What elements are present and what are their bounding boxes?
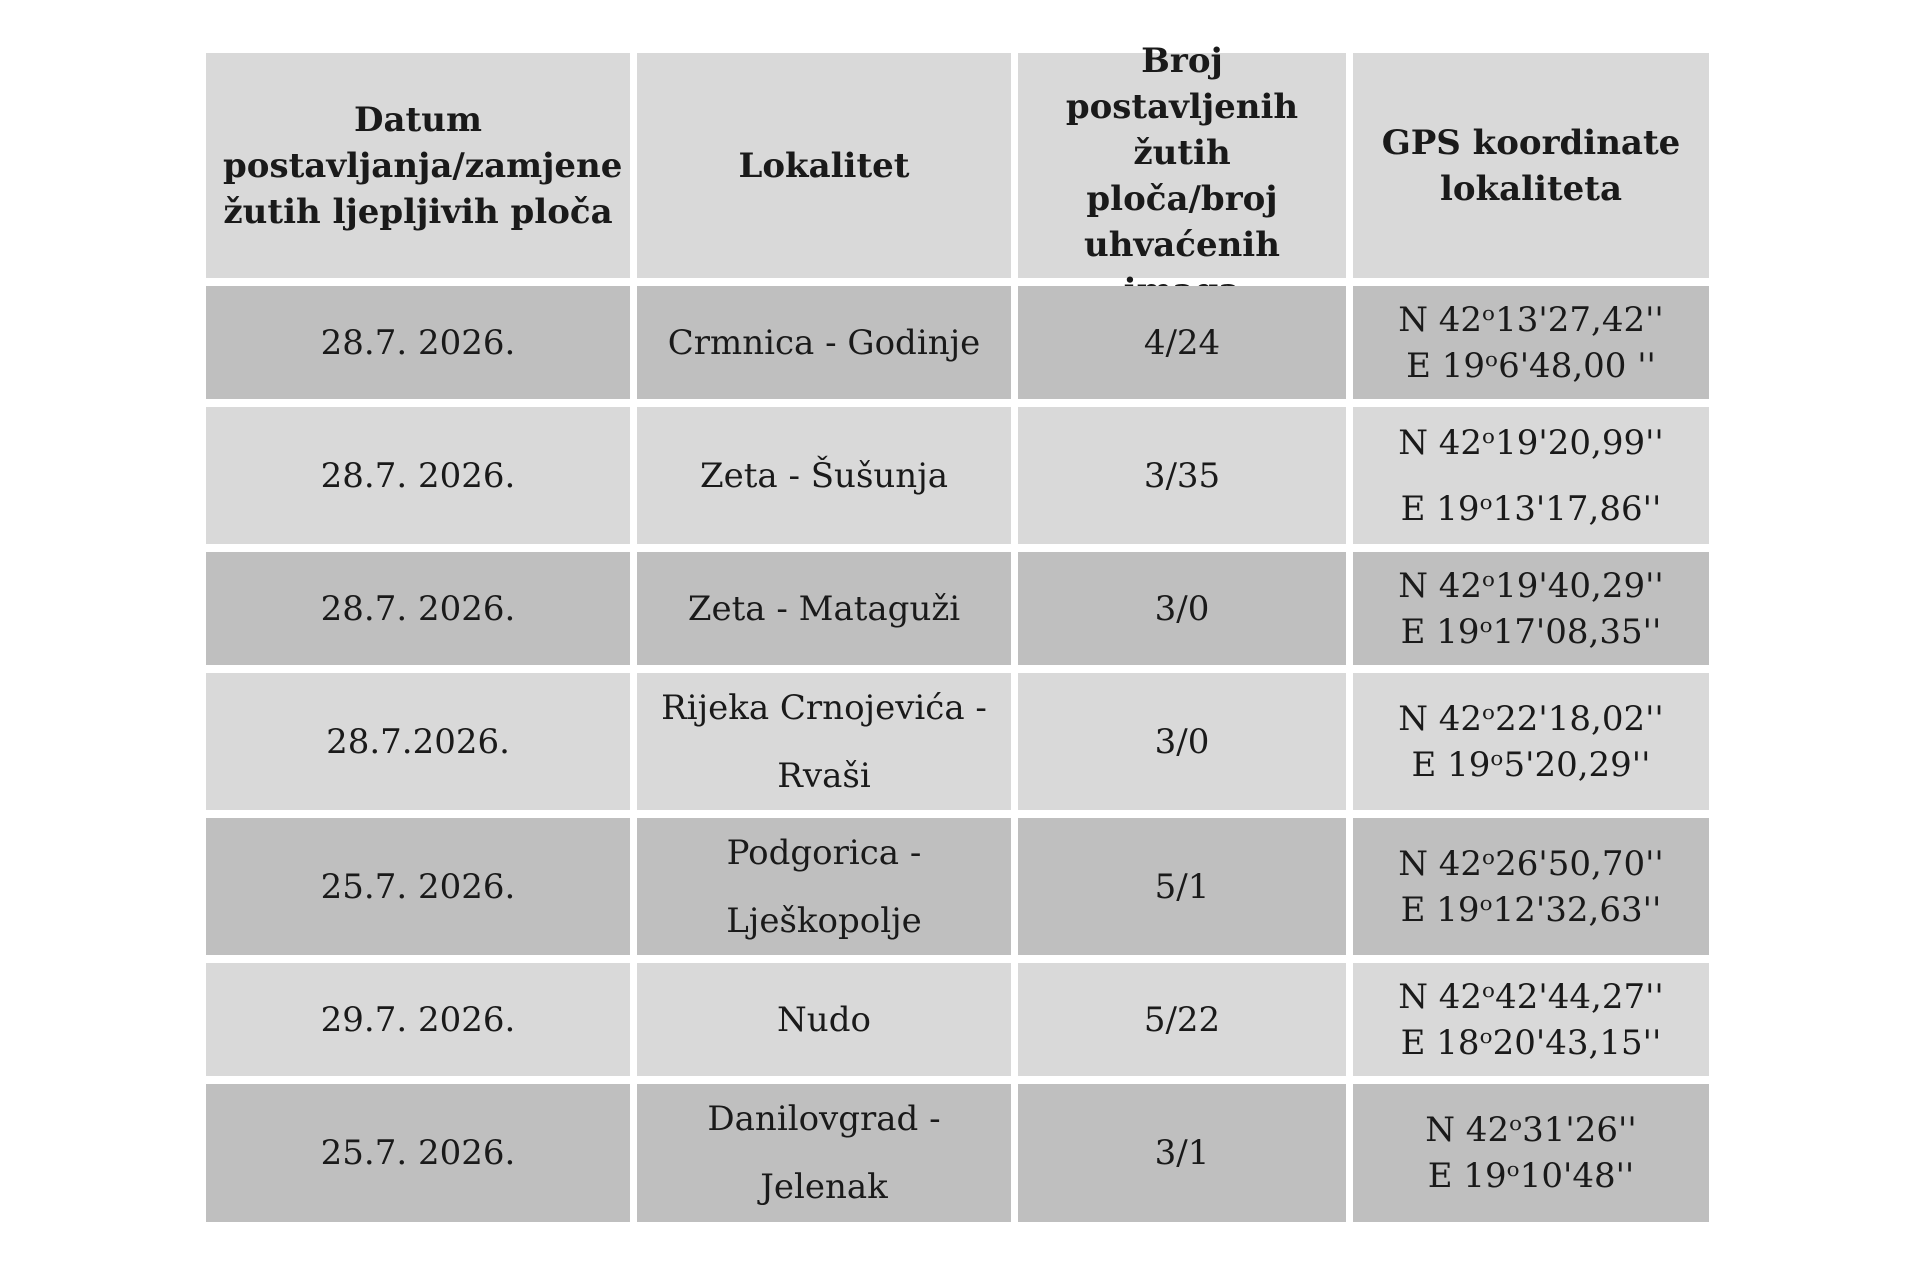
gps-cell [1353, 673, 1709, 810]
locality-cell: Crmnica - Godinje [637, 286, 1011, 399]
gps-north: N 42ᵒ26'50,70'' [1398, 843, 1664, 884]
locality-cell [637, 1084, 1011, 1222]
gps-east: E 19ᵒ10'48'' [1427, 1156, 1635, 1196]
date-cell: 28.7. 2026. [206, 286, 630, 399]
locality-cell [637, 818, 1011, 955]
gps-east: E 19ᵒ13'17,86'' [1400, 488, 1662, 529]
gps-north: N 42ᵒ13'27,42'' [1398, 299, 1664, 340]
gps-east: E 19ᵒ5'20,29'' [1411, 744, 1651, 785]
header-locality-label: Lokalitet [738, 145, 910, 186]
gps-east: E 18ᵒ20'43,15'' [1400, 1022, 1662, 1063]
gps-north: N 42ᵒ19'40,29'' [1398, 565, 1664, 606]
locality-cell [637, 673, 1011, 810]
gps-east: E 19ᵒ17'08,35'' [1400, 611, 1662, 652]
header-gps-label: GPS koordinate lokaliteta [1381, 122, 1681, 209]
date-cell: 29.7. 2026. [206, 963, 630, 1076]
locality-cell: Zeta - Mataguži [637, 552, 1011, 665]
count-cell: 5/22 [1018, 963, 1346, 1076]
locality-cell: Zeta - Šušunja [637, 407, 1011, 544]
locality-text: Podgorica - Lješkopolje [726, 832, 922, 941]
header-gps [1353, 53, 1709, 278]
header-locality [637, 53, 1011, 278]
locality-cell: Nudo [637, 963, 1011, 1076]
count-cell: 3/35 [1018, 407, 1346, 544]
count-cell: 4/24 [1018, 286, 1346, 399]
header-date [206, 53, 630, 278]
header-count [1018, 40, 1346, 278]
data-table [206, 40, 1702, 1222]
header-count-label: Broj postavljenih žutih ploča/broj uhvaćenih [1065, 40, 1299, 265]
gps-cell [1353, 818, 1709, 955]
date-cell: 28.7. 2026. [206, 407, 630, 544]
count-cell: 3/1 [1018, 1084, 1346, 1222]
gps-north: N 42ᵒ31'26'' [1425, 1110, 1637, 1150]
gps-north: N 42ᵒ22'18,02'' [1398, 698, 1664, 739]
gps-cell [1353, 1084, 1709, 1222]
gps-east: E 19ᵒ6'48,00 '' [1406, 345, 1656, 386]
gps-north: N 42ᵒ19'20,99'' [1398, 422, 1664, 463]
date-cell: 25.7. 2026. [206, 818, 630, 955]
gps-cell [1353, 286, 1709, 399]
count-cell: 3/0 [1018, 552, 1346, 665]
locality-text: Rijeka Crnojevića - Rvaši [661, 687, 987, 796]
date-cell: 28.7.2026. [206, 673, 630, 810]
gps-cell [1353, 552, 1709, 665]
count-cell: 5/1 [1018, 818, 1346, 955]
locality-text: Danilovgrad - Jelenak [707, 1099, 941, 1207]
gps-cell [1353, 963, 1709, 1076]
count-cell: 3/0 [1018, 673, 1346, 810]
date-cell: 25.7. 2026. [206, 1084, 630, 1222]
gps-cell [1353, 407, 1709, 544]
gps-east: E 19ᵒ12'32,63'' [1400, 889, 1662, 930]
date-cell: 28.7. 2026. [206, 552, 630, 665]
header-date-label: Datum postavljanja/zamjene žutih ljepljivih ploča [223, 99, 623, 232]
gps-north: N 42ᵒ42'44,27'' [1398, 976, 1664, 1017]
